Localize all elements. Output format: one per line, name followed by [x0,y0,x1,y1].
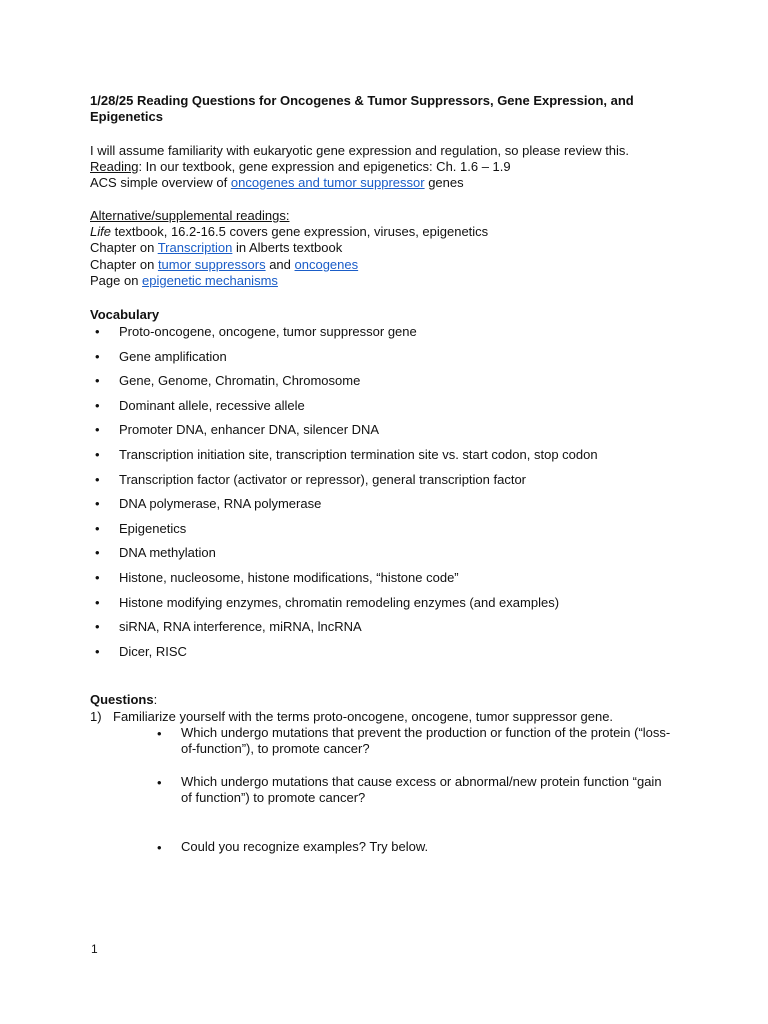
vocab-text: Transcription initiation site, transcription termination site vs. start codon, stop codon [119,446,598,462]
life-italic: Life [90,224,111,239]
bullet-icon: • [95,520,100,536]
vocab-text: Dominant allele, recessive allele [119,397,305,413]
transcription-line [90,240,342,256]
vocab-text: Dicer, RISC [119,643,187,659]
vocab-item [90,594,598,619]
vocab-text: Histone, nucleosome, histone modifications, “histone code” [119,569,459,585]
vocab-item [90,323,598,348]
questions-heading [90,692,157,708]
bullet-icon: • [95,422,100,438]
questions-colon: : [153,692,158,707]
vocab-item [90,569,598,594]
bullet-icon: • [95,619,100,635]
question-text: Familiarize yourself with the terms proto-oncogene, oncogene, tumor suppressor gene. [113,709,614,724]
document-title: 1/28/25 Reading Questions for Oncogenes & Tumor Suppressors, Gene Expression, and Epigenetics [90,93,634,124]
bullet-icon: • [95,397,100,413]
vocab-text: Promoter DNA, enhancer DNA, silencer DNA [119,422,380,438]
ch1-prefix: Chapter on [90,240,158,255]
sub-question [154,839,674,855]
bullet-icon: • [95,569,100,585]
sub-question [154,725,674,757]
chapter-links-line [90,257,358,273]
bullet-icon: • [157,840,162,855]
vocab-text: DNA polymerase, RNA polymerase [119,496,322,512]
vocab-item [90,643,598,668]
life-line [90,224,488,240]
vocabulary-list [90,323,598,667]
acs-link[interactable]: oncogenes and tumor suppressor [230,175,425,190]
sub-question-text: Which undergo mutations that prevent the production or function of the protein (“loss-of-function”), to promote cancer? [181,725,671,756]
sub-question-text: Could you recognize examples? Try below. [181,839,429,854]
vocab-item [90,348,598,373]
bullet-icon: • [157,726,162,741]
ch2-prefix: Chapter on [90,257,158,272]
life-text: textbook, 16.2-16.5 covers gene expression, viruses, epigenetics [110,224,489,239]
question-1 [90,709,613,725]
vocab-item [90,372,598,397]
intro-line: I will assume familiarity with eukaryotic gene expression and regulation, so please review this. [90,143,630,158]
reading-text: : In our textbook, gene expression and epigenetics: Ch. 1.6 – 1.9 [138,159,511,174]
bullet-icon: • [95,348,100,364]
ch1-suffix: in Alberts textbook [232,240,343,255]
vocab-item [90,471,598,496]
acs-suffix: genes [424,175,464,190]
epigenetic-mechanisms-link[interactable]: epigenetic mechanisms [142,273,278,288]
bullet-icon: • [95,324,100,339]
vocabulary-heading: Vocabulary [90,307,160,322]
vocab-text: Proto-oncogene, oncogene, tumor suppressor gene [119,324,417,339]
tumor-suppressors-link[interactable]: tumor suppressors [157,257,266,272]
ch2-and: and [265,257,295,272]
vocab-text: DNA methylation [119,545,216,561]
vocab-text: Transcription factor (activator or repressor), general transcription factor [119,471,527,487]
sub-question [154,774,674,806]
alternative-heading: Alternative/supplemental readings: [90,208,290,223]
bullet-icon: • [95,594,100,610]
vocab-item [90,544,598,569]
bullet-icon: • [95,496,100,512]
reading-line [90,159,511,175]
oncogenes-link[interactable]: oncogenes [294,257,359,272]
acs-line [90,175,464,191]
sub-question-text: Which undergo mutations that cause excess or abnormal/new protein function “gain of function”) to promote cancer? [181,774,662,805]
bullet-icon: • [95,373,100,389]
page-number: 1 [91,942,98,956]
epigenetic-line [90,273,278,289]
vocab-item [90,446,598,471]
question-number: 1) [90,709,102,724]
vocab-item [90,495,598,520]
vocab-text: Histone modifying enzymes, chromatin remodeling enzymes (and examples) [119,594,560,610]
vocab-item [90,520,598,545]
vocab-text: Epigenetics [119,520,187,536]
vocab-item [90,618,598,643]
vocab-text: siRNA, RNA interference, miRNA, lncRNA [119,619,362,635]
vocab-item [90,421,598,446]
questions-heading-text: Questions [90,692,154,707]
transcription-link[interactable]: Transcription [157,240,233,255]
bullet-icon: • [157,775,162,790]
bullet-icon: • [95,446,100,462]
reading-label: Reading [90,159,139,174]
vocab-item [90,397,598,422]
page-prefix: Page on [90,273,143,288]
bullet-icon: • [95,545,100,561]
bullet-icon: • [95,643,100,659]
acs-prefix: ACS simple overview of [90,175,231,190]
vocab-text: Gene, Genome, Chromatin, Chromosome [119,373,361,389]
vocab-text: Gene amplification [119,348,227,364]
bullet-icon: • [95,471,100,487]
